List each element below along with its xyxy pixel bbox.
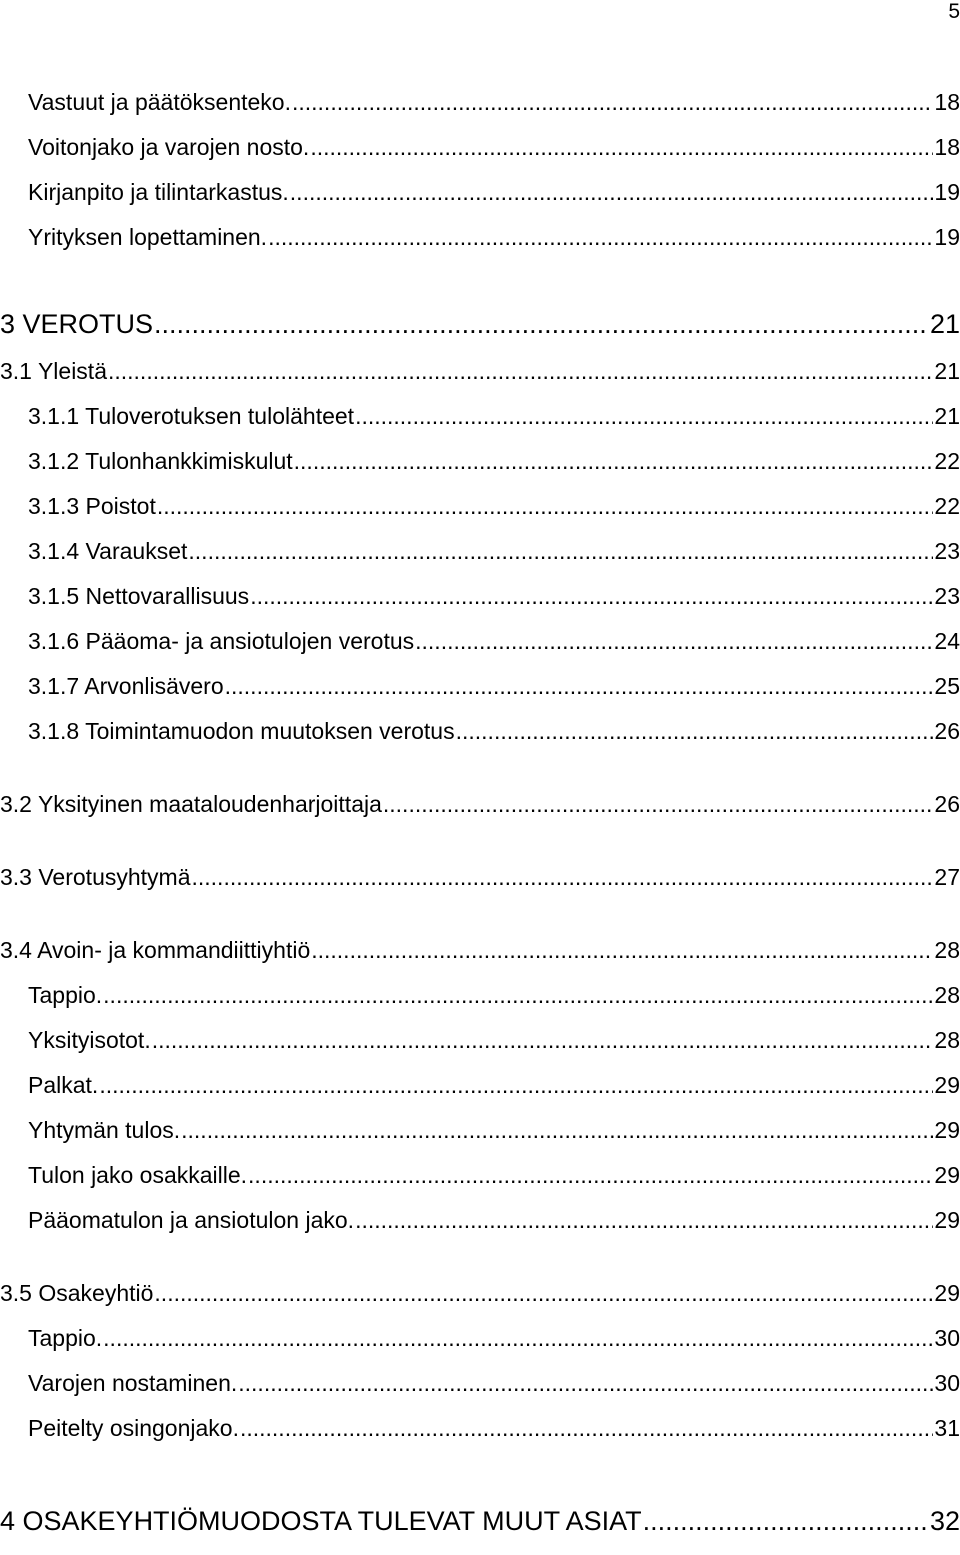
toc-section[interactable] — [0, 1279, 960, 1307]
toc-entry-page: 21 — [934, 358, 960, 384]
toc-dot-leader — [248, 1161, 933, 1189]
toc-entry-page: 29 — [934, 1117, 960, 1143]
toc-entry-page: 21 — [929, 309, 960, 339]
toc-entry[interactable] — [0, 88, 960, 116]
toc-subsection[interactable] — [0, 627, 960, 655]
toc-entry-page: 18 — [934, 134, 960, 160]
toc-entry-page: 27 — [934, 864, 960, 890]
toc-entry-page: 24 — [934, 628, 960, 654]
toc-dot-leader — [456, 717, 934, 745]
toc-entry[interactable] — [0, 1026, 960, 1054]
toc-entry-page: 28 — [934, 1027, 960, 1053]
toc-entry-title: 4 OSAKEYHTIÖMUODOSTA TULEVAT MUUT ASIAT — [0, 1506, 642, 1536]
toc-entry-page: 29 — [934, 1162, 960, 1188]
toc-dot-leader — [108, 357, 933, 385]
toc-entry-title: Tappio. — [28, 1325, 103, 1351]
toc-dot-leader — [292, 88, 933, 116]
toc-entry-page: 26 — [934, 718, 960, 744]
toc-chapter[interactable] — [0, 1505, 960, 1537]
toc-dot-leader — [240, 1414, 933, 1442]
toc-dot-leader — [154, 308, 929, 340]
toc-entry-title: 3.5 Osakeyhtiö — [0, 1280, 154, 1306]
toc-subsection[interactable] — [0, 582, 960, 610]
toc-subsection[interactable] — [0, 492, 960, 520]
toc-entry-title: 3.4 Avoin- ja kommandiittiyhtiö — [0, 937, 311, 963]
toc-subsection[interactable] — [0, 447, 960, 475]
toc-entry-title: 3.1.2 Tulonhankkimiskulut — [28, 448, 293, 474]
toc-entry[interactable] — [0, 1324, 960, 1352]
toc-entry-page: 23 — [934, 583, 960, 609]
toc-entry-page: 30 — [934, 1325, 960, 1351]
toc-dot-leader — [643, 1505, 929, 1537]
toc-dot-leader — [415, 627, 933, 655]
toc-entry-title: Yhtymän tulos. — [28, 1117, 181, 1143]
toc-dot-leader — [157, 492, 934, 520]
toc-entry-page: 30 — [934, 1370, 960, 1396]
toc-dot-leader — [103, 1324, 933, 1352]
toc-dot-leader — [225, 672, 934, 700]
toc-entry-page: 19 — [934, 179, 960, 205]
toc-entry-title: 3.1.5 Nettovarallisuus — [28, 583, 250, 609]
toc-entry-title: Varojen nostaminen. — [28, 1370, 238, 1396]
toc-entry-title: 3.1.7 Arvonlisävero — [28, 673, 224, 699]
toc-entry-page: 29 — [934, 1072, 960, 1098]
toc-subsection[interactable] — [0, 672, 960, 700]
toc-entry-page: 32 — [929, 1506, 960, 1536]
toc-entry-title: 3.3 Verotusyhtymä — [0, 864, 191, 890]
toc-entry[interactable] — [0, 1071, 960, 1099]
toc-entry-title: 3.1.6 Pääoma- ja ansiotulojen verotus — [28, 628, 415, 654]
toc-entry-title: 3.1.1 Tuloverotuksen tulolähteet — [28, 403, 355, 429]
toc-entry-title: Kirjanpito ja tilintarkastus. — [28, 179, 289, 205]
toc-entry-page: 29 — [934, 1207, 960, 1233]
toc-dot-leader — [192, 863, 934, 891]
toc-subsection[interactable] — [0, 537, 960, 565]
toc-entry-title: Voitonjako ja varojen nosto. — [28, 134, 310, 160]
toc-dot-leader — [355, 1206, 933, 1234]
toc-entry-title: Vastuut ja päätöksenteko. — [28, 89, 291, 115]
toc-dot-leader — [152, 1026, 934, 1054]
toc-entry-title: 3.1.3 Poistot — [28, 493, 156, 519]
page-number: 5 — [948, 0, 960, 23]
toc-section[interactable] — [0, 936, 960, 964]
toc-entry[interactable] — [0, 1161, 960, 1189]
toc-entry-title: Palkat. — [28, 1072, 99, 1098]
toc-dot-leader — [268, 223, 933, 251]
toc-entry-page: 29 — [934, 1280, 960, 1306]
toc-dot-leader — [310, 133, 933, 161]
toc-entry[interactable] — [0, 1369, 960, 1397]
toc-entry-title: Yksityisotot. — [28, 1027, 151, 1053]
toc-entry[interactable] — [0, 178, 960, 206]
toc-entry[interactable] — [0, 1206, 960, 1234]
toc-entry-page: 28 — [934, 937, 960, 963]
toc-entry-title: Yrityksen lopettaminen. — [28, 224, 268, 250]
toc-entry[interactable] — [0, 981, 960, 1009]
toc-entry-title: 3.1 Yleistä — [0, 358, 107, 384]
toc-dot-leader — [103, 981, 933, 1009]
toc-dot-leader — [355, 402, 933, 430]
toc-entry-title: Tappio. — [28, 982, 103, 1008]
toc-dot-leader — [238, 1369, 933, 1397]
toc-entry-page: 19 — [934, 224, 960, 250]
toc-subsection[interactable] — [0, 402, 960, 430]
toc-section[interactable] — [0, 357, 960, 385]
toc-dot-leader — [290, 178, 934, 206]
toc-dot-leader — [250, 582, 933, 610]
toc-chapter[interactable] — [0, 308, 960, 340]
toc-entry[interactable] — [0, 223, 960, 251]
toc-dot-leader — [294, 447, 934, 475]
toc-subsection[interactable] — [0, 717, 960, 745]
toc-entry-title: Tulon jako osakkaille. — [28, 1162, 248, 1188]
toc-entry[interactable] — [0, 133, 960, 161]
toc-entry-title: 3.1.4 Varaukset — [28, 538, 188, 564]
toc-dot-leader — [181, 1116, 933, 1144]
toc-entry-page: 22 — [934, 448, 960, 474]
toc-entry-page: 26 — [934, 791, 960, 817]
toc-dot-leader — [99, 1071, 933, 1099]
toc-entry-page: 28 — [934, 982, 960, 1008]
toc-entry-page: 22 — [934, 493, 960, 519]
toc-entry-title: 3 VEROTUS — [0, 309, 154, 339]
toc-entry-title: 3.1.8 Toimintamuodon muutoksen verotus — [28, 718, 455, 744]
toc-section[interactable] — [0, 790, 960, 818]
toc-entry-title: Peitelty osingonjako. — [28, 1415, 239, 1441]
toc-section[interactable] — [0, 863, 960, 891]
toc-entry-page: 31 — [934, 1415, 960, 1441]
toc-entry-page: 25 — [934, 673, 960, 699]
toc-entry[interactable] — [0, 1116, 960, 1144]
toc-dot-leader — [383, 790, 934, 818]
toc-dot-leader — [188, 537, 933, 565]
toc-entry-title: 3.2 Yksityinen maataloudenharjoittaja — [0, 791, 382, 817]
toc-entry-title: Pääomatulon ja ansiotulon jako. — [28, 1207, 355, 1233]
toc-entry-page: 21 — [934, 403, 960, 429]
toc-entry[interactable] — [0, 1414, 960, 1442]
toc-entry-page: 23 — [934, 538, 960, 564]
toc-dot-leader — [154, 1279, 933, 1307]
toc-entry-page: 18 — [934, 89, 960, 115]
toc-dot-leader — [311, 936, 933, 964]
